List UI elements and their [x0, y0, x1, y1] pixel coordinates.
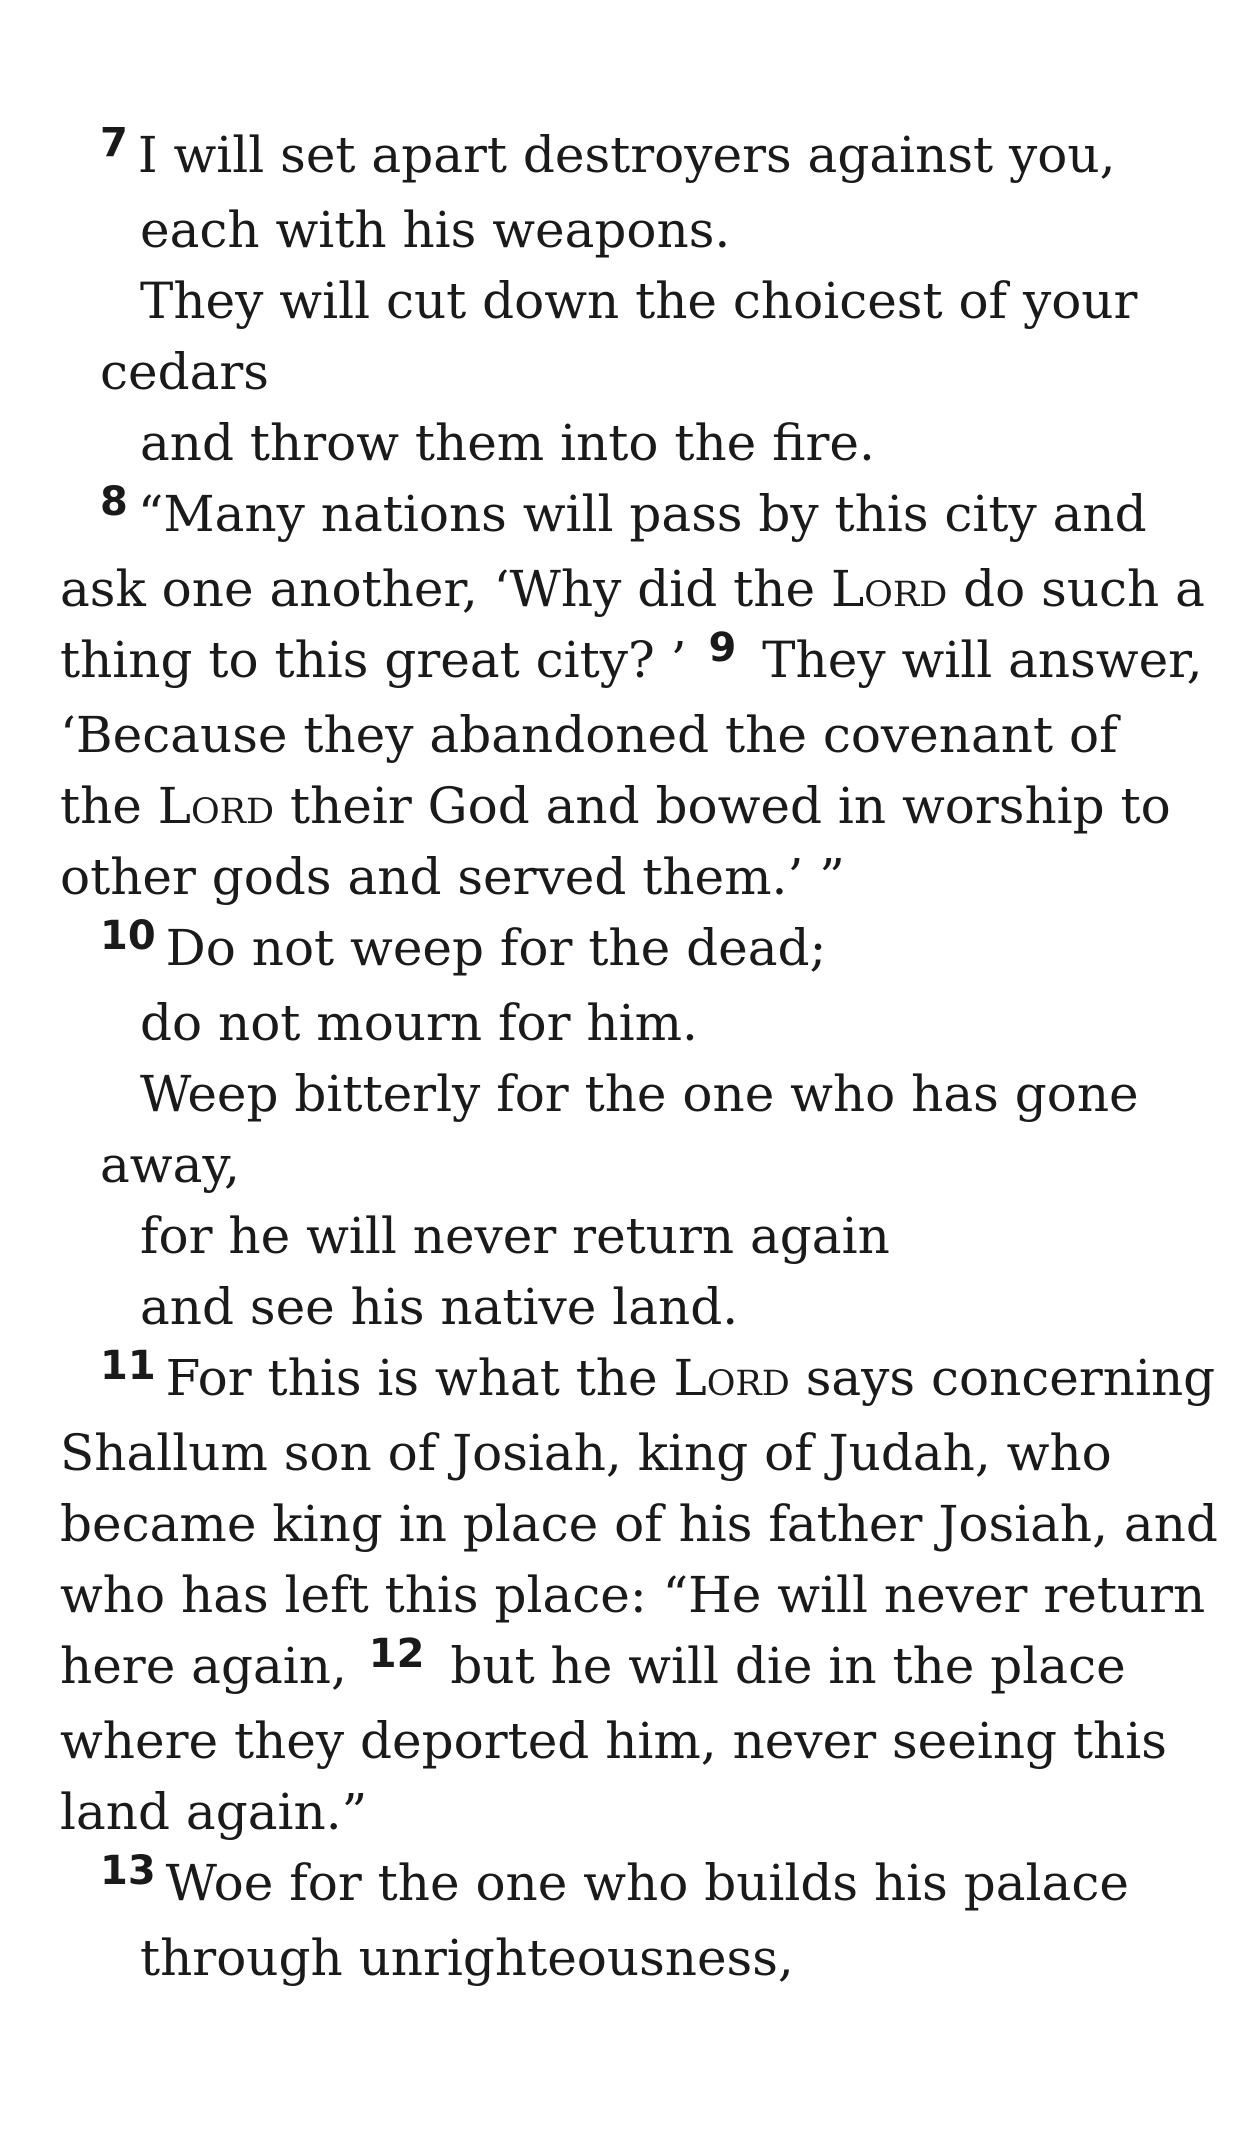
verse-7-line-3: They will cut down the choicest of your	[140, 272, 1138, 330]
verse-10-line-2: do not mourn for him.	[140, 994, 698, 1052]
verse-number-11[interactable]: 11	[100, 1343, 156, 1389]
verse-11-line-2: Shallum son of Josiah, king of Judah, who	[60, 1424, 1112, 1482]
verse-9-line-4: other gods and served them.’ ”	[60, 848, 845, 906]
verse-8-line-1	[60, 479, 1190, 554]
verse-8-line-2	[60, 554, 1205, 625]
verse-number-9[interactable]: 9	[708, 625, 737, 671]
divine-name: Lord	[157, 777, 275, 835]
verse-text: Woe for the one who builds his palace	[165, 1854, 1129, 1912]
verse-text: For this is what the	[165, 1349, 674, 1407]
verse-number-7[interactable]: 7	[100, 120, 128, 166]
verse-7-line-5: and throw them into the fire.	[140, 414, 875, 472]
verse-11-line-1	[60, 1343, 1216, 1418]
verse-7-line-2: each with his weapons.	[140, 201, 731, 259]
verse-10-line-3: Weep bitterly for the one who has gone	[140, 1065, 1139, 1123]
verse-number-13[interactable]: 13	[100, 1848, 156, 1894]
verse-13-line-2: through unrighteousness,	[140, 1929, 794, 1987]
verse-number-8[interactable]: 8	[100, 479, 128, 525]
verse-text: “Many nations will pass by this city and	[137, 485, 1147, 543]
verse-text: They will answer,	[746, 631, 1203, 689]
verse-10-line-5: for he will never return again	[140, 1207, 890, 1265]
verse-7-line-1	[60, 120, 1190, 195]
verse-text: the	[60, 777, 158, 835]
verse-7-line-4: cedars	[100, 343, 269, 401]
verse-8-line-3	[60, 625, 1203, 700]
verse-9-line-2: ‘Because they abandoned the covenant of	[60, 706, 1118, 764]
verse-10-line-6: and see his native land.	[140, 1278, 739, 1336]
verse-number-12[interactable]: 12	[368, 1631, 425, 1677]
verse-text: do such a	[947, 560, 1205, 618]
verse-text: here again,	[60, 1637, 363, 1695]
verse-10-line-1	[60, 913, 1190, 988]
verse-text: but he will die in the place	[434, 1637, 1126, 1695]
verse-12-line-3: land again.”	[60, 1783, 368, 1841]
verse-12-line-2: where they deported him, never seeing this	[60, 1712, 1167, 1770]
verse-11-line-3: became king in place of his father Josiah, and	[60, 1495, 1218, 1553]
verse-13-line-1	[60, 1848, 1190, 1923]
verse-text: thing to this great city? ’	[60, 631, 703, 689]
scripture-passage	[60, 120, 1218, 1994]
verse-9-line-3	[60, 771, 1190, 842]
verse-text: ask one another, ‘Why did the	[60, 560, 831, 618]
divine-name: Lord	[673, 1349, 790, 1407]
verse-text: their God and bowed in worship to	[274, 777, 1171, 835]
verse-11-line-4: who has left this place: “He will never return	[60, 1566, 1206, 1624]
verse-11-line-5	[60, 1631, 1190, 1706]
verse-10-line-4: away,	[100, 1136, 240, 1194]
verse-text: Do not weep for the dead;	[165, 919, 827, 977]
verse-text: I will set apart destroyers against you,	[137, 126, 1116, 184]
divine-name: Lord	[830, 560, 948, 618]
verse-text: says concerning	[789, 1349, 1216, 1407]
verse-number-10[interactable]: 10	[100, 913, 156, 959]
